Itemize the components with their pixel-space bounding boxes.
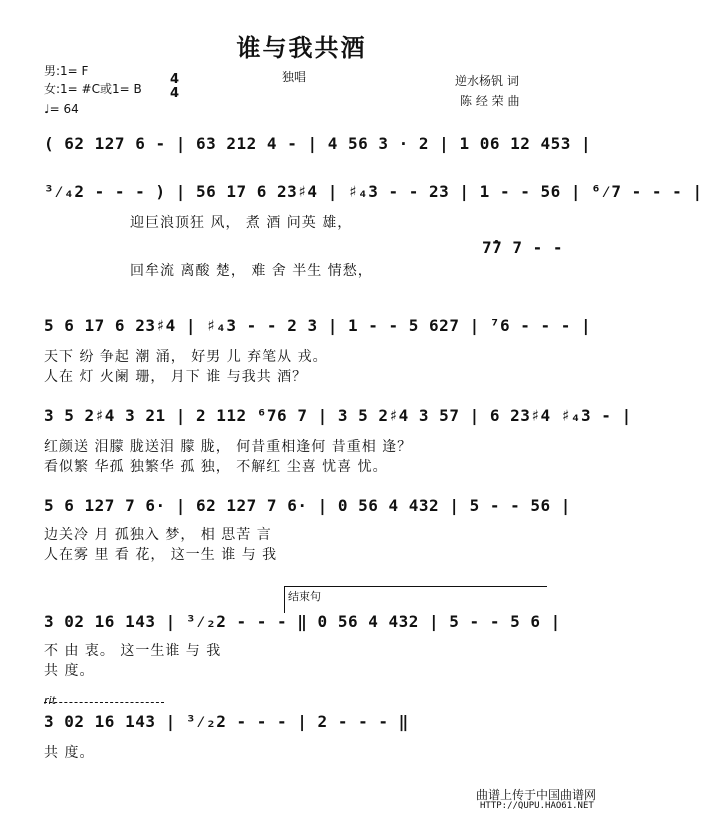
score-system-5-notes: 5 6 127 7 6· | 62 127 7 6· | 0 56 4 432 | 5 - - 56 | (44, 496, 571, 515)
composer: 陈 经 荣 曲 (460, 94, 520, 108)
lyricist: 逆水杨钒 词 (455, 74, 519, 88)
score-system-7-notes: 3 02 16 143 | ³⁄₂2 - - - | 2 - - - ‖ (44, 712, 409, 731)
score-system-6-notes: 3 02 16 143 | ³⁄₂2 - - - ‖ 0 56 4 432 | 5 - - 5 6 | (44, 612, 561, 631)
page-title: 谁与我共酒 (236, 34, 367, 62)
score-system-5-lyrics-verse1: 边关冷 月 孤独入 梦， 相 思苦 言 (44, 527, 272, 543)
rit-line (44, 702, 164, 704)
subtitle: 独唱 (282, 70, 307, 84)
score-system-2-lyrics-verse1: 迎巨浪顶狂 风， 煮 酒 问英 雄， (130, 215, 353, 231)
rit-marking: rit (44, 694, 56, 707)
score-system-3-notes: 5 6 17 6 23♯4 | ♯₄3 - - 2 3 | 1 - - 5 627 | ⁷6 - - - | (44, 316, 592, 335)
score-system-6-lyrics-verse1: 不 由 衷。 这一生谁 与 我 (44, 643, 222, 659)
score-system-2-extra-notes: 7̂7 7 - - (482, 238, 564, 257)
time-signature-top: 4 (170, 72, 180, 87)
female-key: 女:1= #C或1= B (44, 82, 142, 96)
score-system-4-notes: 3 5 2♯4 3 21 | 2 112 ⁶76 7 | 3 5 2♯4 3 57 | 6 23♯4 ♯₄3 - | (44, 406, 632, 425)
score-system-2-notes: ³⁄₄2 - - - ) | 56 17 6 23♯4 | ♯₄3 - - 23 | 1 - - 56 | ⁶⁄7 - - - | (44, 182, 703, 201)
score-system-6-lyrics-verse2: 共 度。 (44, 663, 95, 679)
score-system-3-lyrics-verse1: 天下 纷 争起 潮 涌， 好男 儿 弃笔从 戎。 (44, 349, 328, 365)
score-system-2-lyrics-verse2: 回牟流 离酸 楚， 难 舍 半生 情愁， (130, 263, 373, 279)
ending-bracket (284, 586, 547, 613)
score-system-7-lyrics-verse1: 共 度。 (44, 745, 95, 761)
score-system-4-lyrics-verse1: 红颜送 泪朦 胧送泪 朦 胧， 何昔重相逢何 昔重相 逢？ (44, 439, 413, 455)
score-system-3-lyrics-verse2: 人在 灯 火阑 珊， 月下 谁 与我共 酒？ (44, 369, 308, 385)
score-system-5-lyrics-verse2: 人在雾 里 看 花， 这一生 谁 与 我 (44, 547, 278, 563)
ending-label: 结束句 (288, 590, 321, 603)
male-key: 男:1= F (44, 64, 89, 78)
tempo-marking: ♩= 64 (44, 102, 79, 116)
time-signature-bottom: 4 (170, 86, 180, 101)
footer-url[interactable]: HTTP://QUPU.HAO61.NET (480, 801, 594, 811)
score-system-1-notes: ( 62 127 6 - | 63 212 4 - | 4 56 3 · 2 | 1 06 12 453 | (44, 134, 592, 153)
footer-credit: 曲谱上传于中国曲谱网 (476, 788, 597, 802)
score-system-4-lyrics-verse2: 看似繁 华孤 独繁华 孤 独， 不解红 尘喜 忧喜 忧。 (44, 459, 388, 475)
